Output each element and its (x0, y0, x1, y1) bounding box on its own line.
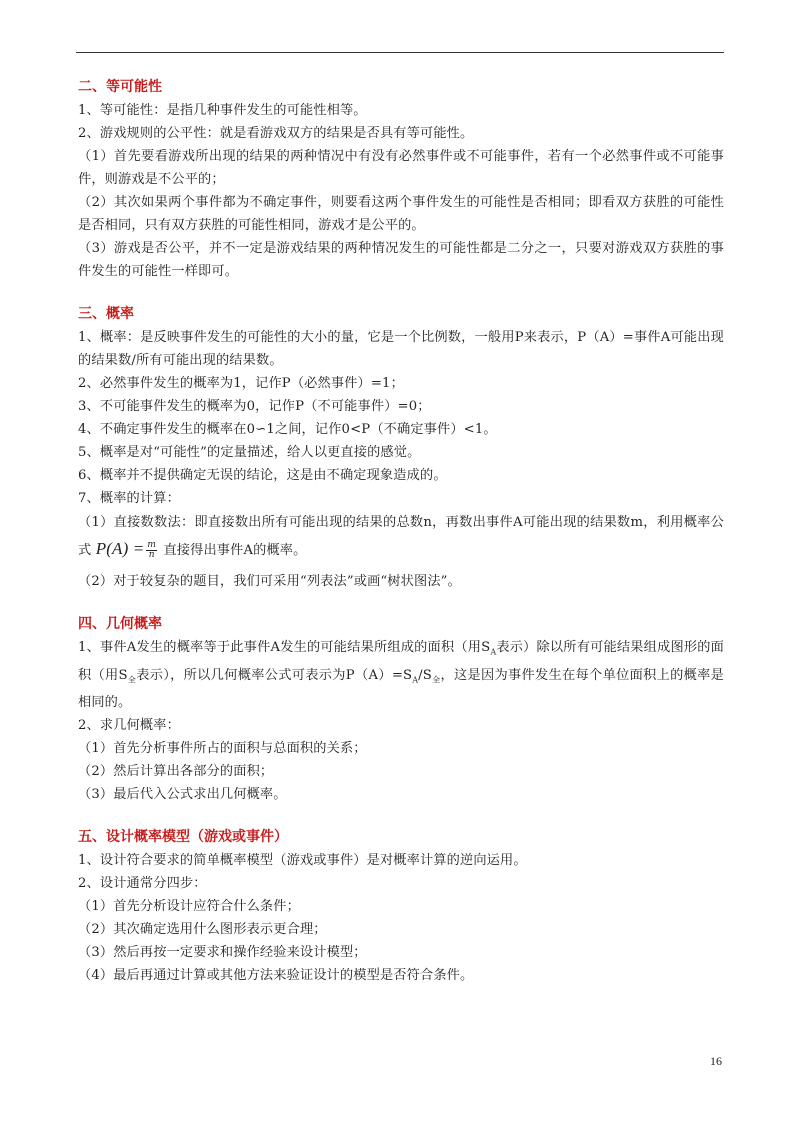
text-run: ，这是因为事件发生在每个单位面积上的概率是相同的。 (78, 667, 724, 711)
probability-formula: P(A) = (95, 539, 145, 558)
subscript: A (412, 675, 419, 685)
header-rule (76, 52, 724, 53)
paragraph: （3）然后再按一定要求和操作经验来设计模型； (78, 945, 367, 961)
paragraph: 5、概率是对“可能性”的定量描述，给人以更直接的感觉。 (78, 445, 421, 460)
section-design-model (78, 826, 724, 987)
paragraph: （3）游戏是否公平，并不一定是游戏结果的两种情况发生的可能性都是二分之一，只要对游戏双方获胜的事件发生的可能性一样即可。 (78, 241, 724, 279)
section-geometric-probability (78, 613, 724, 806)
section-heading: 二、等可能性 (78, 79, 162, 95)
paragraph: 1、等可能性：是指几种事件发生的可能性相等。 (78, 103, 367, 118)
paragraph: （2）其次确定选用什么图形表示更合理； (78, 922, 327, 938)
text-run: 表示），所以几何概率公式可表示为P（A）=S (136, 667, 413, 683)
paragraph: 2、必然事件发生的概率为1，记作P（必然事件）=1； (78, 376, 404, 391)
paragraph: 1、概率：是反映事件发生的可能性的大小的量，它是一个比例数，一般用P来表示，P（A）=事件A可能出现的结果数/所有可能出现的结果数。 (78, 330, 724, 368)
section-heading: 三、概率 (78, 306, 134, 322)
paragraph: 2、设计通常分四步： (78, 876, 207, 892)
section-equal-possibility (78, 76, 724, 283)
text-run: 表示）除以所有可能结果组成图形的面积（用S (78, 640, 724, 683)
paragraph: （1）首先要看游戏所出现的结果的两种情况中有没有必然事件或不可能事件，若有一个必然事件或不可能事件，则游戏是不公平的； (78, 149, 724, 187)
page-content (78, 76, 724, 1007)
formula-fraction (146, 541, 157, 560)
subscript: 全 (431, 675, 441, 685)
paragraph: 4、不确定事件发生的概率在0∽1之间，记作0<P（不确定事件）<1。 (78, 422, 497, 437)
direct-method-text: （1）直接数数法：即直接数出所有可能出现的结果的总数n，再数出事件A可能出现的结果数m，利用概率公式 (78, 515, 724, 558)
paragraph: （2）对于较复杂的题目，我们可采用“列表法”或画“树状图法”。 (78, 574, 461, 589)
section-heading: 四、几何概率 (78, 616, 162, 632)
text-run: /S (418, 667, 432, 683)
paragraph: （2）其次如果两个事件都为不确定事件，则要看这两个事件发生的可能性是否相同；即看双方获胜的可能性是否相同，只有双方获胜的可能性相同，游戏才是公平的。 (78, 195, 724, 233)
paragraph: （3）最后代入公式求出几何概率。 (78, 787, 287, 803)
section-heading: 五、设计概率模型（游戏或事件） (78, 829, 288, 846)
page-number: 16 (710, 1054, 722, 1068)
paragraph: （2）然后计算出各部分的面积； (78, 764, 274, 780)
subscript: A (490, 647, 497, 657)
paragraph: （1）首先分析事件所占的面积与总面积的关系； (78, 741, 367, 757)
paragraph: 2、游戏规则的公平性：就是看游戏双方的结果是否具有等可能性。 (78, 126, 474, 141)
subscript: 全 (127, 675, 137, 685)
paragraph: 3、不可能事件发生的概率为0，记作P（不可能事件）=0； (78, 399, 431, 414)
paragraph: 6、概率并不提供确定无误的结论，这是由不确定现象造成的。 (78, 468, 447, 483)
paragraph: 1、设计符合要求的简单概率模型（游戏或事件）是对概率计算的逆向运用。 (78, 853, 527, 869)
paragraph: 2、求几何概率： (78, 718, 180, 734)
paragraph: （4）最后再通过计算或其他方法来验证设计的模型是否符合条件。 (78, 968, 474, 984)
geometric-definition (78, 636, 724, 714)
paragraph: （1）首先分析设计应符合什么条件； (78, 899, 300, 915)
section-probability (78, 303, 724, 593)
fraction-numerator: m (147, 540, 157, 550)
paragraph: 7、概率的计算： (78, 491, 180, 506)
direct-count-method (78, 510, 724, 564)
text-run: 1、事件A发生的概率等于此事件A发生的可能结果所组成的面积（用S (78, 640, 491, 655)
direct-method-tail: 直接得出事件A的概率。 (163, 543, 307, 558)
fraction-denominator: n (148, 550, 155, 560)
